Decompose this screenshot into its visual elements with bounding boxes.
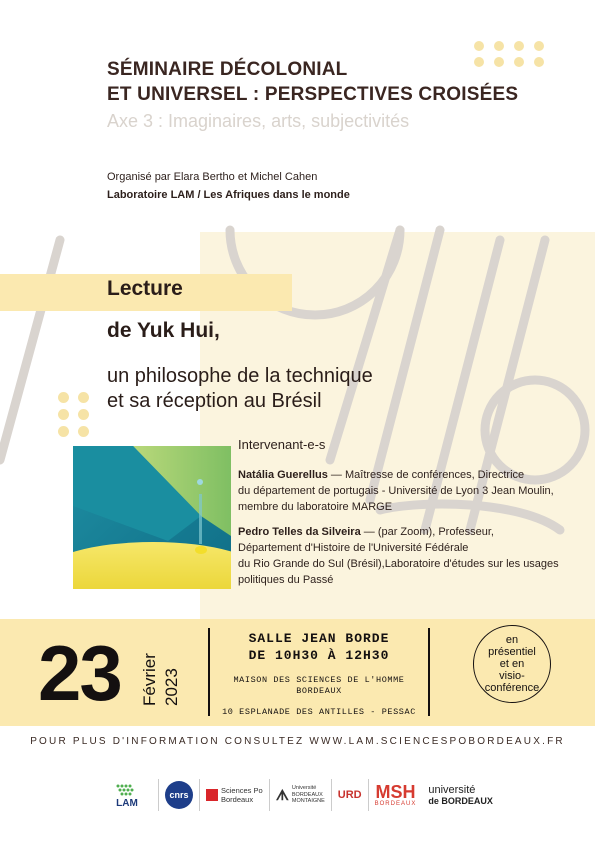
- lam-logo: [96, 782, 158, 809]
- speaker-separator: —: [360, 526, 378, 538]
- event-day: 23: [38, 629, 121, 717]
- ub-logo-text-2: de BORDEAUX: [428, 795, 493, 806]
- msh-logo-text: MSH: [375, 782, 416, 802]
- event-label: Lecture: [107, 277, 183, 300]
- bm-logo-text-1: Université: [291, 785, 317, 792]
- sciencespo-logo: [200, 786, 269, 804]
- decorative-dots-left: [58, 392, 89, 437]
- speaker-entry: [238, 467, 578, 515]
- format-line-4: visio-: [499, 670, 525, 682]
- speaker-description: du département de portugais - Université de Lyon 3 Jean Moulin,: [238, 485, 554, 497]
- speaker-description: politiques du Passé: [238, 574, 334, 586]
- more-info-link[interactable]: POUR PLUS D'INFORMATION CONSULTEZ WWW.LAM.SCIENCESPOBORDEAUX.FR: [30, 736, 565, 747]
- cnrs-logo-text: cnrs: [165, 781, 193, 809]
- speaker-description: Département d'Histoire de l'Université Fédérale: [238, 542, 469, 554]
- msh-logo: [369, 783, 423, 807]
- venue-building-line-2: BORDEAUX: [296, 686, 342, 696]
- event-title-lines: [107, 364, 373, 414]
- msh-logo-subtext: BORDEAUX: [374, 801, 417, 807]
- divider-right: [428, 628, 430, 716]
- speaker-entry: [238, 524, 578, 588]
- event-year: 2023: [162, 668, 181, 706]
- event-title-line-3: et sa réception au Brésil: [107, 390, 322, 412]
- speakers-heading: Intervenant-e-s: [238, 437, 326, 452]
- sciencespo-logo-text-1: Sciences Po: [221, 786, 263, 795]
- event-title-line-2: un philosophe de la technique: [107, 365, 373, 387]
- venue-time: DE 10H30 À 12H30: [248, 648, 390, 663]
- urd-logo-text: URD: [337, 789, 362, 801]
- speaker-separator: —: [327, 469, 345, 481]
- venue-room: SALLE JEAN BORDE: [248, 631, 390, 646]
- event-photo: [73, 446, 231, 589]
- divider-left: [208, 628, 210, 716]
- organizers-block: [107, 168, 350, 204]
- venue-building: [213, 675, 425, 697]
- sciencespo-logo-text-2: Bordeaux: [221, 795, 254, 804]
- format-line-3: et en: [499, 658, 525, 670]
- format-line-5: conférence: [484, 682, 540, 694]
- title-line-2: ET UNIVERSEL : PERSPECTIVES CROISÉES: [107, 84, 519, 105]
- speaker-name: Natália Guerellus: [238, 469, 328, 481]
- partner-logos: [96, 775, 556, 815]
- seminar-subtitle: Axe 3 : Imaginaires, arts, subjectivités: [107, 111, 410, 131]
- ub-logo-text-1: université: [428, 783, 476, 796]
- left-diagonal: [0, 240, 60, 460]
- bm-logo-text-3: MONTAIGNE: [291, 798, 325, 805]
- speaker-name: Pedro Telles da Silveira: [238, 526, 361, 538]
- speaker-description: Maîtresse de conférences, Directrice: [345, 469, 525, 481]
- bordeaux-montaigne-logo: ᗑ Université BORDEAUX MONTAIGNE: [275, 785, 325, 805]
- event-month: Février: [140, 653, 159, 706]
- format-badge: [473, 625, 551, 703]
- speaker-description: du Rio Grande do Sul (Brésil),Laboratoire d'études sur les usages: [238, 558, 559, 570]
- format-line-1: en: [505, 634, 519, 646]
- lam-logo-text: LAM: [116, 797, 138, 809]
- event-title-line-1: de Yuk Hui,: [107, 319, 220, 342]
- urd-logo: [332, 789, 368, 801]
- universite-bordeaux-logo: [422, 785, 499, 806]
- format-line-2: présentiel: [488, 646, 536, 658]
- speaker-description: (par Zoom), Professeur,: [377, 526, 494, 538]
- organizers: Organisé par Elara Bertho et Michel Cahen: [107, 171, 318, 183]
- speakers-section: [238, 437, 578, 597]
- venue-building-line-1: MAISON DES SCIENCES DE L'HOMME: [233, 675, 405, 685]
- venue-address: 10 ESPLANADE DES ANTILLES - PESSAC: [222, 707, 416, 717]
- speaker-description: membre du laboratoire MARGE: [238, 501, 393, 513]
- bm-logo-text-2: BORDEAUX: [291, 791, 323, 798]
- title-line-1: SÉMINAIRE DÉCOLONIAL: [107, 59, 348, 80]
- cnrs-logo: [159, 781, 199, 809]
- venue-block: [213, 630, 425, 717]
- seminar-title: [107, 57, 518, 107]
- lab-name: Laboratoire LAM / Les Afriques dans le monde: [107, 189, 350, 201]
